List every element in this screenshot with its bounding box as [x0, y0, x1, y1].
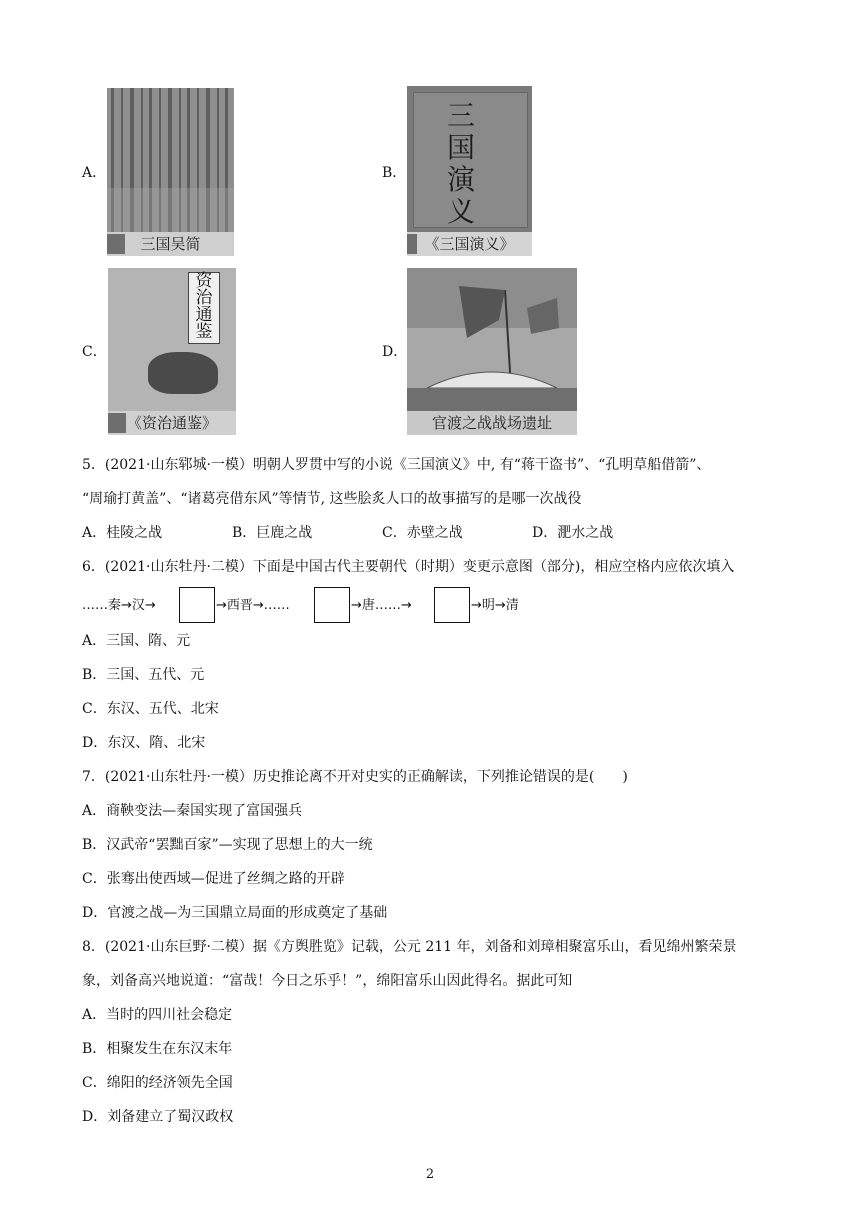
- q5-option-b: B．巨鹿之战: [232, 525, 313, 541]
- q8-option-b: B．相聚发生在东汉末年: [82, 1041, 233, 1057]
- q5-option-a: A．桂陵之战: [82, 525, 163, 541]
- option-b-caption: 《三国演义》: [407, 232, 532, 256]
- option-c-letter: C．: [82, 344, 107, 360]
- option-d-letter: D．: [382, 344, 408, 360]
- option-b-letter: B．: [382, 165, 407, 181]
- q7-option-b: B．汉武帝“罢黜百家”—实现了思想上的大一统: [82, 837, 373, 853]
- q7-option-c: C．张骞出使西域—促进了丝绸之路的开辟: [82, 871, 345, 887]
- q6-option-b: B．三国、五代、元: [82, 667, 205, 683]
- option-c-caption: 《资治通鉴》: [108, 411, 236, 435]
- sanguo-yanyi-cover-image: [407, 86, 532, 256]
- guandu-battlefield-image: [407, 268, 577, 435]
- cover-b-title: 三国演义: [447, 99, 476, 228]
- flow-seg-1: ……秦→汉→: [82, 598, 156, 613]
- flow-seg-3: →唐……→: [351, 598, 412, 613]
- flow-seg-2: →西晋→……: [216, 598, 290, 613]
- flow-seg-4: →明→清: [471, 598, 519, 613]
- battlefield-graphic: [407, 268, 577, 411]
- q8-stem-line1: 8．(2021·山东巨野·二模）据《方舆胜览》记载，公元 211 年，刘备和刘璋相聚富乐山，看见绵州繁荣景: [82, 939, 737, 955]
- dynasty-flow-diagram: [82, 585, 542, 625]
- page-number: 2: [425, 1167, 435, 1182]
- q8-stem-line2: 象，刘备高兴地说道：“富哉！今日之乐乎！”，绵阳富乐山因此得名。据此可知: [82, 973, 573, 989]
- q5-option-c: C．赤壁之战: [382, 525, 463, 541]
- option-a-letter: A．: [82, 165, 107, 181]
- blank-box-1: [179, 587, 215, 623]
- q8-option-a: A．当时的四川社会稳定: [82, 1007, 233, 1023]
- q7-stem: 7．(2021·山东牡丹·一模）历史推论离不开对史实的正确解读，下列推论错误的是( ): [82, 769, 628, 785]
- blank-box-2: [314, 587, 350, 623]
- cover-c-title: 资治通鉴: [188, 272, 220, 344]
- q8-option-d: D．刘备建立了蜀汉政权: [82, 1109, 234, 1125]
- q7-option-a: A．商鞅变法—秦国实现了富国强兵: [82, 803, 303, 819]
- bamboo-slips-image: [107, 88, 234, 256]
- option-a-caption: 三国吴简: [107, 232, 234, 256]
- q6-stem: 6．(2021·山东牡丹·二模）下面是中国古代主要朝代（时期）变更示意图（部分)，相应空格内应依次填入: [82, 559, 735, 575]
- q6-option-d: D．东汉、隋、北宋: [82, 735, 206, 751]
- q8-option-c: C．绵阳的经济领先全国: [82, 1075, 233, 1091]
- blank-box-3: [434, 587, 470, 623]
- q5-stem-line2: “周瑜打黄盖”、“诸葛亮借东风”等情节, 这些脍炙人口的故事描写的是哪一次战役: [82, 491, 582, 507]
- q7-option-d: D．官渡之战—为三国鼎立局面的形成奠定了基础: [82, 905, 388, 921]
- option-d-caption: 官渡之战战场遗址: [407, 411, 577, 435]
- q6-option-a: A．三国、隋、元: [82, 633, 191, 649]
- zizhi-tongjian-cover-image: [108, 268, 236, 435]
- bamboo-slips-graphic: [107, 88, 234, 232]
- q6-option-c: C．东汉、五代、北宋: [82, 701, 219, 717]
- q5-stem-line1: 5．(2021·山东郓城·一模）明朝人罗贯中写的小说《三国演义》中, 有“蒋干盗书”、“孔明草船借箭”、: [82, 457, 711, 473]
- q5-option-d: D．淝水之战: [532, 525, 614, 541]
